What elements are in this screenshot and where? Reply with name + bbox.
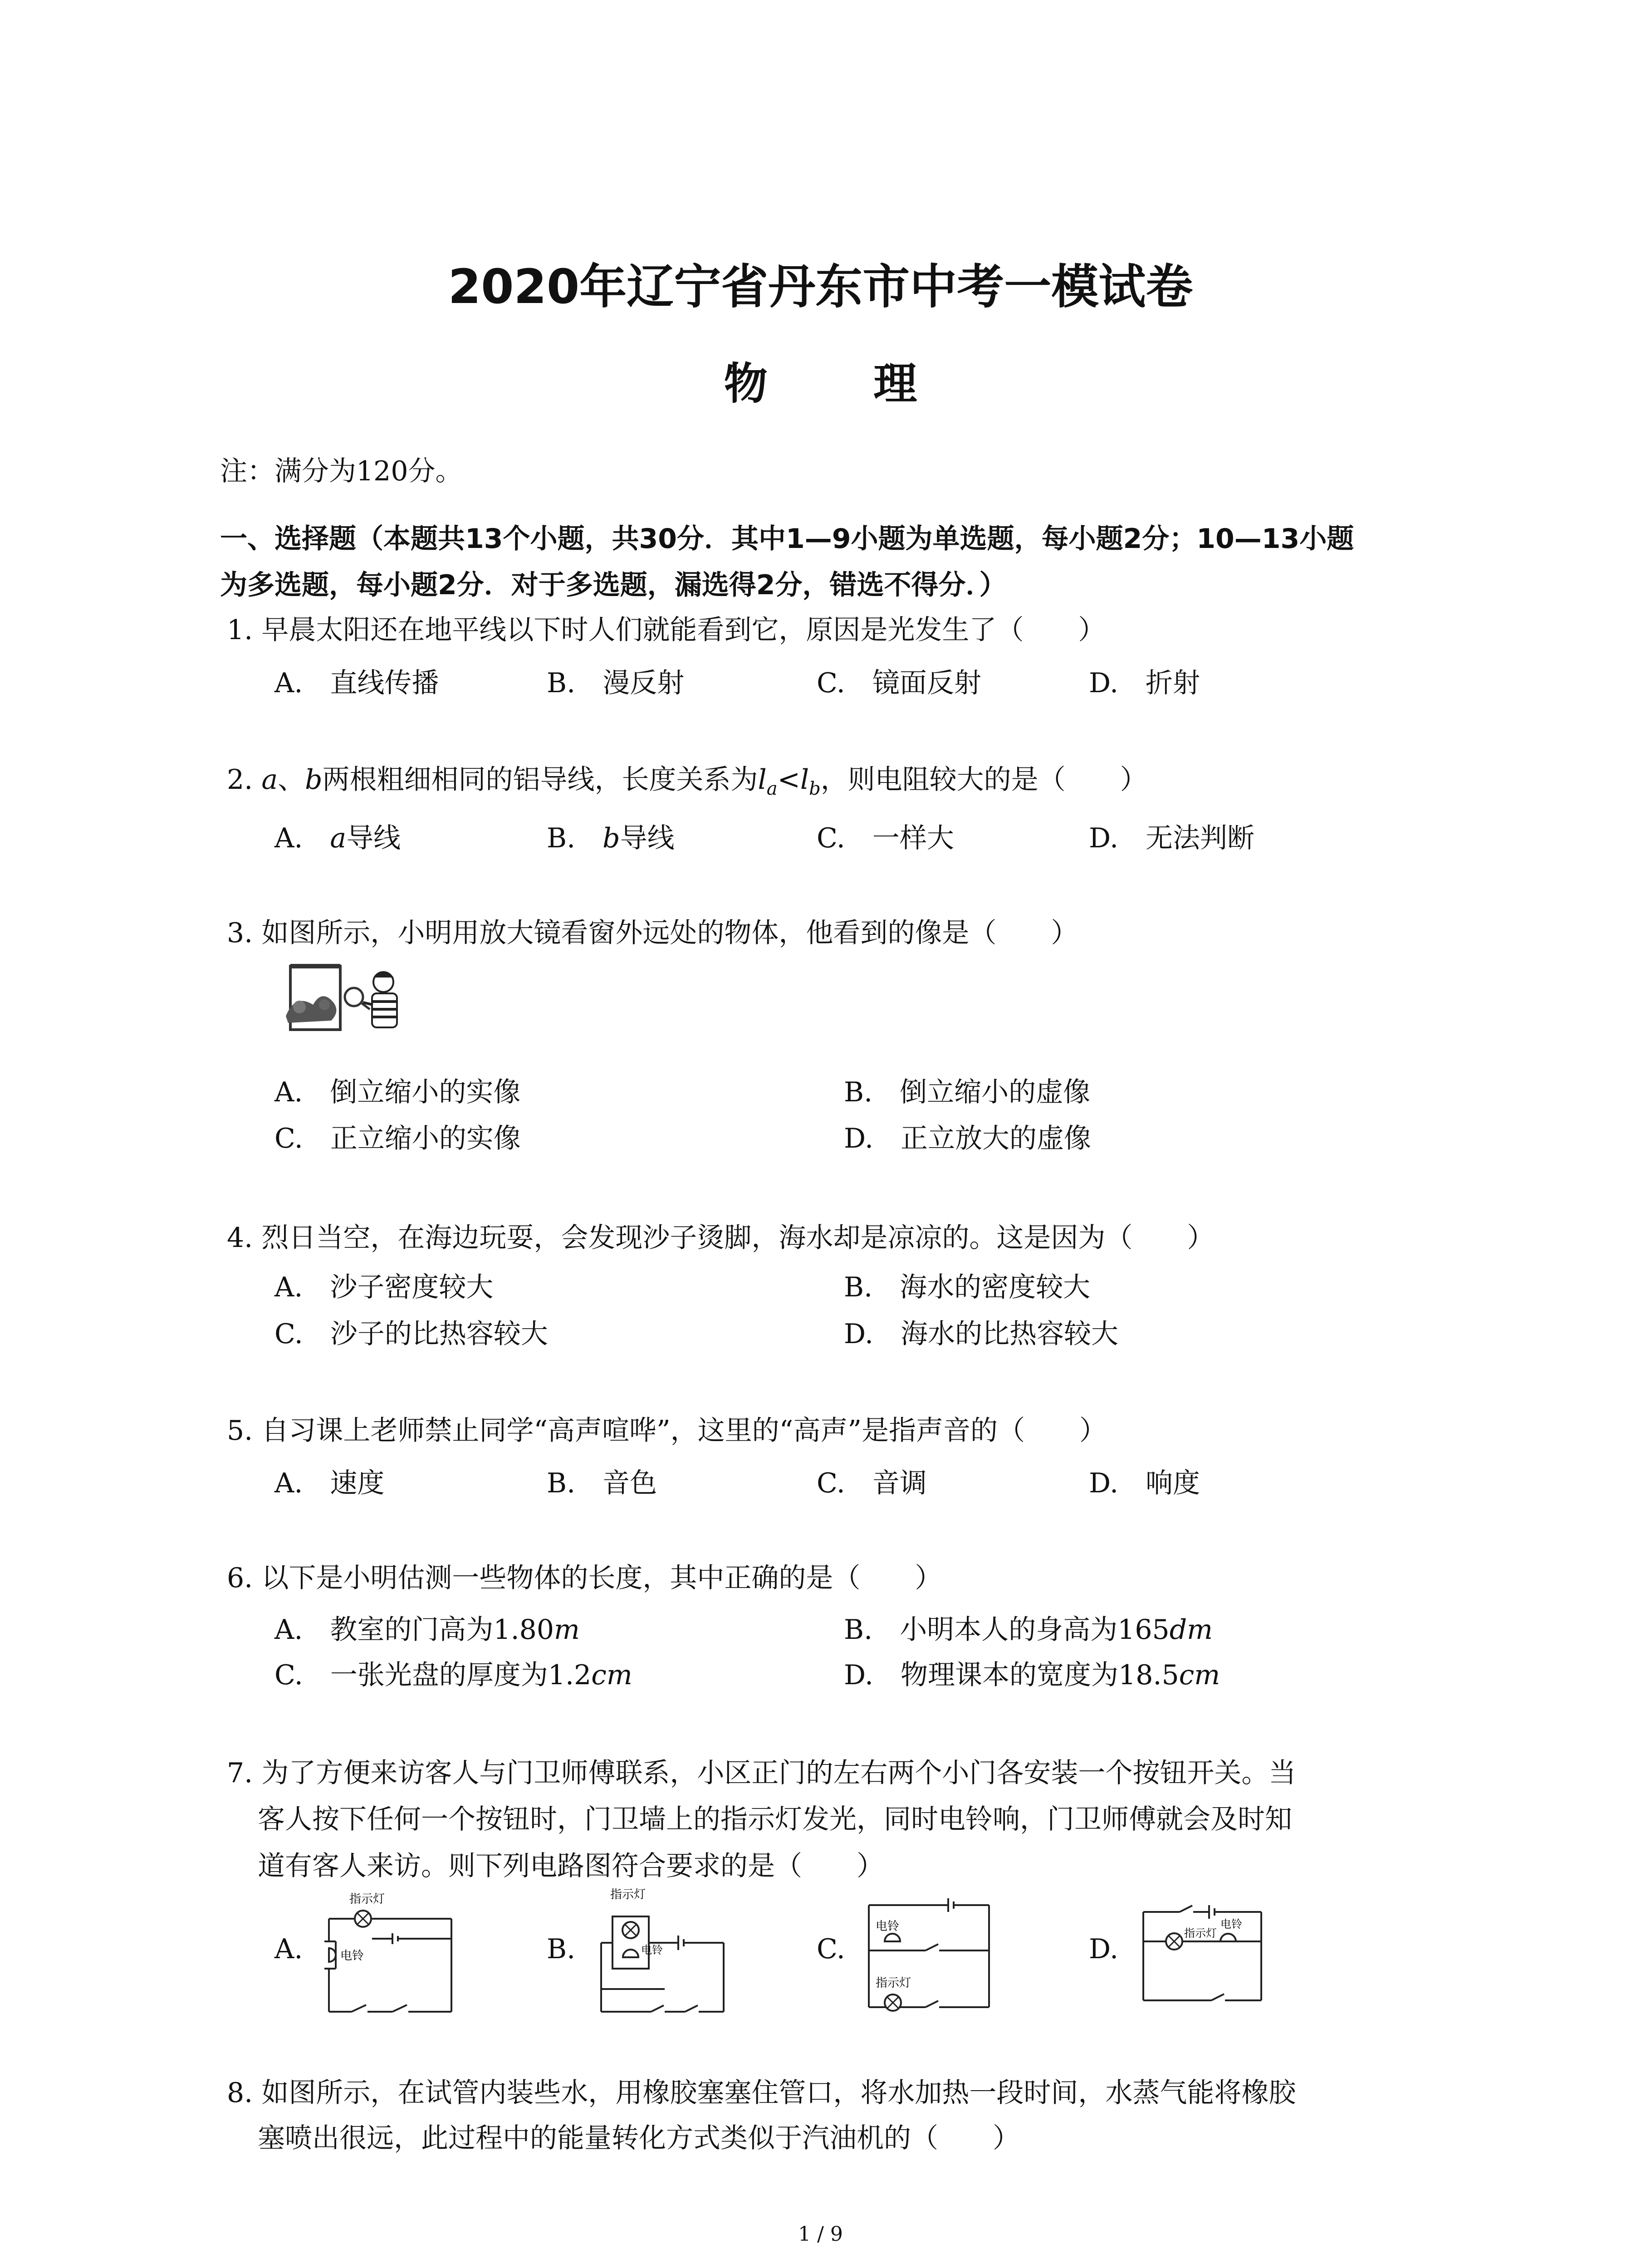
q6-option-c: C. 一张光盘的厚度为1.2cm bbox=[274, 1659, 632, 1691]
q2-option-b: B. b导线 bbox=[547, 822, 675, 854]
q2-option-d: D. 无法判断 bbox=[1089, 822, 1255, 854]
q1-option-d: D. 折射 bbox=[1089, 667, 1200, 699]
section-header-line2: 为多选题，每小题2分．对于多选题，漏选得2分，错选不得分．） bbox=[220, 569, 1007, 601]
q2-option-c: C. 一样大 bbox=[817, 822, 954, 854]
q5-option-c: C. 音调 bbox=[817, 1467, 927, 1499]
question-6-stem: 6. 以下是小明估测一些物体的长度，其中正确的是（ ） bbox=[227, 1562, 942, 1594]
q2-separator: 、 bbox=[278, 764, 305, 796]
question-7-line1: 7. 为了方便来访客人与门卫师傅联系，小区正门的左右两个小门各安装一个按钮开关。当 bbox=[227, 1757, 1296, 1789]
q4-option-c: C. 沙子的比热容较大 bbox=[274, 1318, 548, 1350]
question-3-stem: 3. 如图所示，小明用放大镜看窗外远处的物体，他看到的像是（ ） bbox=[227, 917, 1078, 949]
score-note: 注：满分为120分。 bbox=[220, 455, 463, 487]
q3-option-a: A. 倒立缩小的实像 bbox=[274, 1076, 521, 1108]
q5-option-b: B. 音色 bbox=[547, 1467, 657, 1499]
q1-option-c: C. 镜面反射 bbox=[817, 667, 981, 699]
circuit-d-lamp-label: 指示灯 bbox=[1184, 1927, 1217, 1940]
q6-option-b: B. 小明本人的身高为165dm bbox=[844, 1614, 1213, 1646]
question-4-stem: 4. 烈日当空，在海边玩耍，会发现沙子烫脚，海水却是凉凉的。这是因为（ ） bbox=[227, 1222, 1215, 1254]
question-7-line2: 客人按下任何一个按钮时，门卫墙上的指示灯发光，同时电铃响，门卫师傅就会及时知 bbox=[258, 1804, 1292, 1835]
q3-option-c: C. 正立缩小的实像 bbox=[274, 1123, 521, 1154]
q3-option-b: B. 倒立缩小的虚像 bbox=[844, 1076, 1091, 1108]
q2-stem-suffix: ，则电阻较大的是（ ） bbox=[820, 764, 1147, 796]
q4-option-a: A. 沙子密度较大 bbox=[274, 1271, 494, 1303]
q2-option-a: A. a导线 bbox=[274, 822, 401, 854]
circuit-c-bell-label: 电铃 bbox=[876, 1920, 900, 1933]
q2-length-b: $l_b$ bbox=[800, 764, 821, 799]
subject-heading: 物 理 bbox=[724, 358, 963, 409]
circuit-c-lamp-label: 指示灯 bbox=[876, 1976, 911, 1990]
q7-label-a: A. bbox=[274, 1933, 303, 1965]
circuit-a-bell-label: 电铃 bbox=[340, 1949, 364, 1963]
circuit-b-lamp-label: 指示灯 bbox=[610, 1888, 646, 1901]
q2-stem-middle: 两根粗细相同的铝导线，长度关系为 bbox=[322, 764, 758, 796]
question-8-line1: 8. 如图所示，在试管内装些水，用橡胶塞塞住管口，将水加热一段时间，水蒸气能将橡胶 bbox=[227, 2077, 1296, 2109]
page-number: 1 / 9 bbox=[798, 2223, 843, 2246]
question-5-stem: 5. 自习课上老师禁止同学“高声喧哗”，这里的“高声”是指声音的（ ） bbox=[227, 1415, 1107, 1447]
question-1-stem: 1. 早晨太阳还在地平线以下时人们就能看到它，原因是光发生了（ ） bbox=[227, 614, 1106, 646]
circuit-a-lamp-label: 指示灯 bbox=[349, 1892, 385, 1906]
question-8-line2: 塞喷出很远，此过程中的能量转化方式类似于汽油机的（ ） bbox=[258, 2122, 1020, 2154]
q3-option-d: D. 正立放大的虚像 bbox=[844, 1123, 1092, 1154]
circuit-d-bell-label: 电铃 bbox=[1220, 1918, 1242, 1931]
q4-option-d: D. 海水的比热容较大 bbox=[844, 1318, 1119, 1350]
q7-label-c: C. bbox=[817, 1933, 845, 1965]
circuit-diagram-a bbox=[324, 1892, 460, 2023]
q6-option-a: A. 教室的门高为1.80m bbox=[274, 1614, 580, 1646]
circuit-diagram-d bbox=[1134, 1892, 1270, 2023]
circuit-b-bell-label: 电铃 bbox=[641, 1944, 663, 1956]
circuit-diagram-c bbox=[862, 1892, 998, 2023]
magnifier-window-figure bbox=[272, 962, 408, 1034]
q5-option-d: D. 响度 bbox=[1089, 1467, 1200, 1499]
q6-option-d: D. 物理课本的宽度为18.5cm bbox=[844, 1659, 1220, 1691]
q2-less-than: < bbox=[777, 764, 800, 796]
q2-length-a: $l_a$ bbox=[758, 764, 778, 799]
q5-option-a: A. 速度 bbox=[274, 1467, 385, 1499]
q2-var-a: a bbox=[261, 764, 278, 796]
circuit-diagram-b bbox=[592, 1885, 728, 2023]
q1-option-a: A. 直线传播 bbox=[274, 667, 439, 699]
q2-number: 2. bbox=[227, 764, 262, 796]
exam-title: 2020年辽宁省丹东市中考一模试卷 bbox=[448, 259, 1193, 314]
q4-option-b: B. 海水的密度较大 bbox=[844, 1271, 1091, 1303]
question-7-line3: 道有客人来访。则下列电路图符合要求的是（ ） bbox=[258, 1850, 884, 1882]
q7-label-d: D. bbox=[1089, 1933, 1119, 1965]
question-2-stem bbox=[227, 762, 1147, 807]
section-header-line1: 一、选择题（本题共13个小题，共30分．其中1—9小题为单选题，每小题2分；10—13小题 bbox=[220, 523, 1354, 555]
q2-var-b: b bbox=[305, 764, 323, 796]
q7-label-b: B. bbox=[547, 1933, 576, 1965]
q1-option-b: B. 漫反射 bbox=[547, 667, 685, 699]
